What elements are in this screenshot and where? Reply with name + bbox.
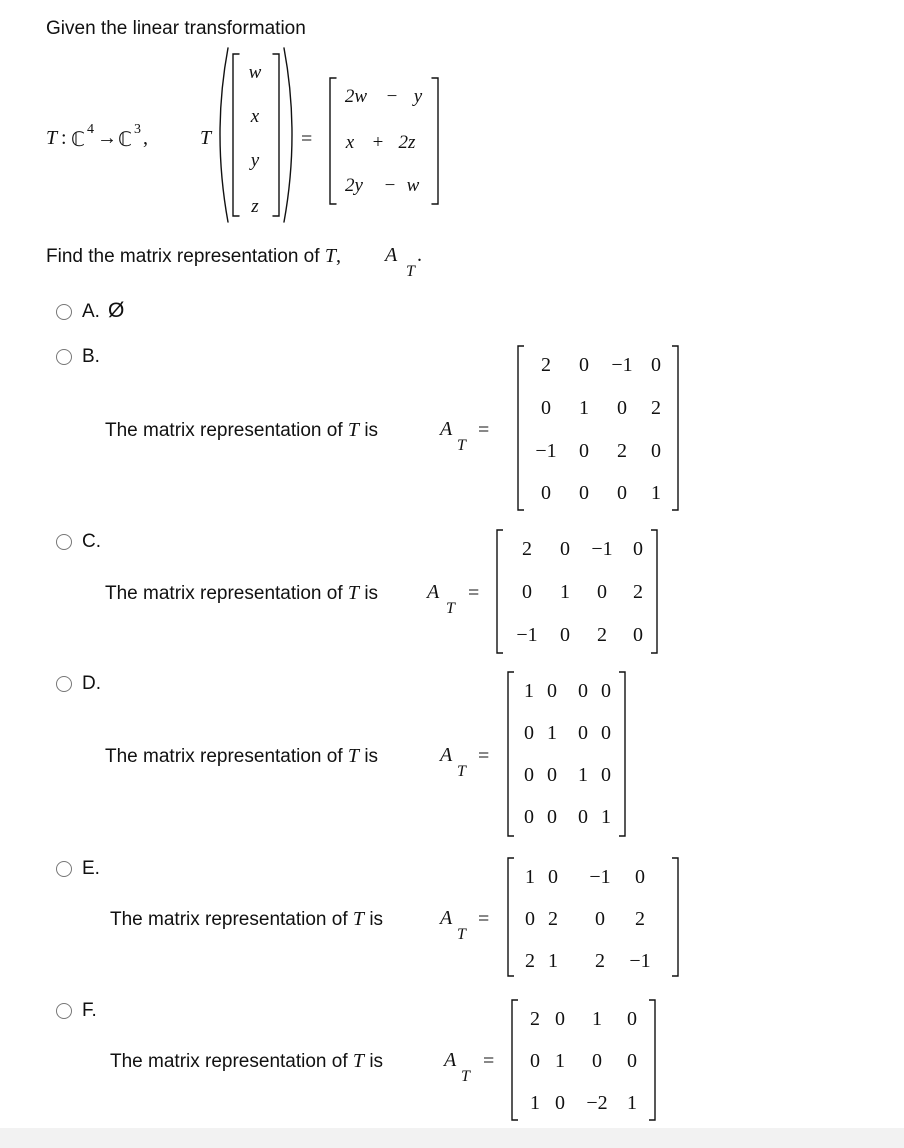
- matrix-entry: 0: [579, 354, 589, 376]
- option-f-A-subscript: T: [461, 1068, 470, 1085]
- matrix-entry: 1: [547, 722, 557, 744]
- matrix-entry: 0: [522, 581, 532, 603]
- matrix-entry: −1: [611, 354, 633, 376]
- matrix-entry: 0: [548, 866, 558, 888]
- option-d-A-subscript: T: [457, 763, 466, 780]
- matrix-entry: −1: [535, 440, 557, 462]
- matrix-entry: 0: [555, 1092, 565, 1114]
- output-entry: 2z: [398, 132, 416, 153]
- right-bracket: [649, 1000, 655, 1120]
- option-b-label[interactable]: B.: [82, 346, 100, 367]
- intro-text: Given the linear transformation: [46, 18, 306, 39]
- matrix-entry: 0: [579, 482, 589, 504]
- question-A: A: [385, 244, 398, 266]
- definition-colon: :: [61, 127, 67, 149]
- output-operator: −: [386, 86, 398, 107]
- output-entry: x: [345, 132, 355, 153]
- input-entry: x: [250, 106, 260, 127]
- output-entry: y: [413, 86, 423, 107]
- matrix-entry: 0: [524, 722, 534, 744]
- matrix-entry: 1: [555, 1050, 565, 1072]
- matrix-entry: 1: [627, 1092, 637, 1114]
- domain-exponent: 4: [87, 122, 94, 137]
- option-c-statement: The matrix representation of T is: [105, 582, 379, 604]
- matrix-entry: 1: [530, 1092, 540, 1114]
- matrix-entry: 2: [541, 354, 551, 376]
- option-c-A-subscript: T: [446, 600, 455, 617]
- matrix-entry: 0: [541, 482, 551, 504]
- matrix-entry: 0: [651, 354, 661, 376]
- option-b-equals: =: [478, 419, 490, 441]
- matrix-entry: 0: [617, 397, 627, 419]
- codomain-exponent: 3: [134, 122, 141, 137]
- matrix-entry: 0: [601, 722, 611, 744]
- matrix-entry: 0: [633, 624, 643, 646]
- matrix-entry: 2: [617, 440, 627, 462]
- output-operator: −: [384, 175, 396, 196]
- matrix-entry: 2: [525, 950, 535, 972]
- matrix-entry: 1: [592, 1008, 602, 1030]
- definition-comma: ,: [143, 127, 148, 149]
- matrix-entry: 0: [578, 680, 588, 702]
- option-c-equals: =: [468, 582, 480, 604]
- option-e-equals: =: [478, 908, 490, 930]
- matrix-entry: 0: [524, 806, 534, 828]
- option-e-label[interactable]: E.: [82, 858, 100, 879]
- matrix-entry: 0: [633, 538, 643, 560]
- matrix-entry: 0: [579, 440, 589, 462]
- matrix-entry: 0: [635, 866, 645, 888]
- matrix-entry: 1: [524, 680, 534, 702]
- matrix-entry: −2: [586, 1092, 608, 1114]
- question-period: .: [417, 244, 422, 266]
- question-A-subscript: T: [406, 263, 415, 280]
- option-d-A: A: [440, 744, 453, 766]
- option-e-A-subscript: T: [457, 926, 466, 943]
- matrix-entry: 0: [530, 1050, 540, 1072]
- matrix-entry: 0: [547, 806, 557, 828]
- matrix-entry: 0: [592, 1050, 602, 1072]
- matrix-entry: 0: [627, 1008, 637, 1030]
- domain-symbol: ℂ: [71, 129, 85, 151]
- matrix-entry: 1: [579, 397, 589, 419]
- output-entry: w: [406, 175, 420, 196]
- matrix-entry: 0: [547, 680, 557, 702]
- matrix-entry: 1: [560, 581, 570, 603]
- matrix-entry: 2: [651, 397, 661, 419]
- matrix-entry: 0: [555, 1008, 565, 1030]
- input-entry: y: [250, 150, 260, 171]
- definition-equals: =: [301, 128, 313, 150]
- matrix-entry: 0: [525, 908, 535, 930]
- matrix-entry: 0: [601, 680, 611, 702]
- option-b-A: A: [440, 418, 453, 440]
- matrix-entry: 0: [595, 908, 605, 930]
- option-b-statement: The matrix representation of T is: [105, 419, 379, 441]
- page-bottom-bar: [0, 1128, 904, 1148]
- matrix-entry: 1: [578, 764, 588, 786]
- output-entry: 2w: [344, 86, 368, 107]
- matrix-entry: 0: [560, 624, 570, 646]
- matrix-entry: 1: [525, 866, 535, 888]
- arrow: →: [97, 127, 117, 149]
- option-d-equals: =: [478, 745, 490, 767]
- option-f-equals: =: [483, 1050, 495, 1072]
- question-text: Find the matrix representation of T,: [46, 245, 341, 267]
- matrix-entry: 0: [627, 1050, 637, 1072]
- matrix-entry: 0: [560, 538, 570, 560]
- matrix-entry: 0: [524, 764, 534, 786]
- option-f-statement: The matrix representation of T is: [110, 1050, 384, 1072]
- option-c-label[interactable]: C.: [82, 531, 101, 552]
- matrix-entry: −1: [516, 624, 538, 646]
- matrix-entry: 2: [597, 624, 607, 646]
- output-operator: +: [372, 132, 384, 153]
- option-e-statement: The matrix representation of T is: [110, 908, 384, 930]
- matrix-entry: 2: [522, 538, 532, 560]
- matrix-entry: 0: [617, 482, 627, 504]
- option-e-A: A: [440, 907, 453, 929]
- matrix-entry: 1: [651, 482, 661, 504]
- matrix-entry: 0: [651, 440, 661, 462]
- matrix-entry: 2: [530, 1008, 540, 1030]
- option-c-A: A: [427, 581, 440, 603]
- matrix-entry: 1: [548, 950, 558, 972]
- matrix-entry: 1: [601, 806, 611, 828]
- matrix-entry: 0: [597, 581, 607, 603]
- empty-set-answer: Ø: [108, 299, 125, 322]
- matrix-entry: 0: [541, 397, 551, 419]
- codomain-symbol: ℂ: [118, 129, 132, 151]
- option-b-A-subscript: T: [457, 437, 466, 454]
- input-entry: z: [251, 196, 259, 217]
- matrix-entry: 2: [595, 950, 605, 972]
- matrix-entry: 2: [635, 908, 645, 930]
- matrix-entry: 0: [578, 806, 588, 828]
- option-a-label[interactable]: A.: [82, 301, 100, 322]
- option-d-label[interactable]: D.: [82, 673, 101, 694]
- matrix-entry: 0: [547, 764, 557, 786]
- left-bracket: [512, 1000, 518, 1120]
- option-d-statement: The matrix representation of T is: [105, 745, 379, 767]
- matrix-entry: −1: [591, 538, 613, 560]
- matrix-entry: −1: [629, 950, 651, 972]
- option-f-label[interactable]: F.: [82, 1000, 97, 1021]
- output-entry: 2y: [345, 175, 363, 196]
- input-entry: w: [248, 62, 262, 83]
- definition-T: T: [46, 127, 58, 149]
- matrix-entry: 0: [578, 722, 588, 744]
- map-name: T: [200, 127, 212, 149]
- matrix-entry: 2: [633, 581, 643, 603]
- matrix-entry: 2: [548, 908, 558, 930]
- option-f-A: A: [444, 1049, 457, 1071]
- matrix-entry: −1: [589, 866, 611, 888]
- matrix-entry: 0: [601, 764, 611, 786]
